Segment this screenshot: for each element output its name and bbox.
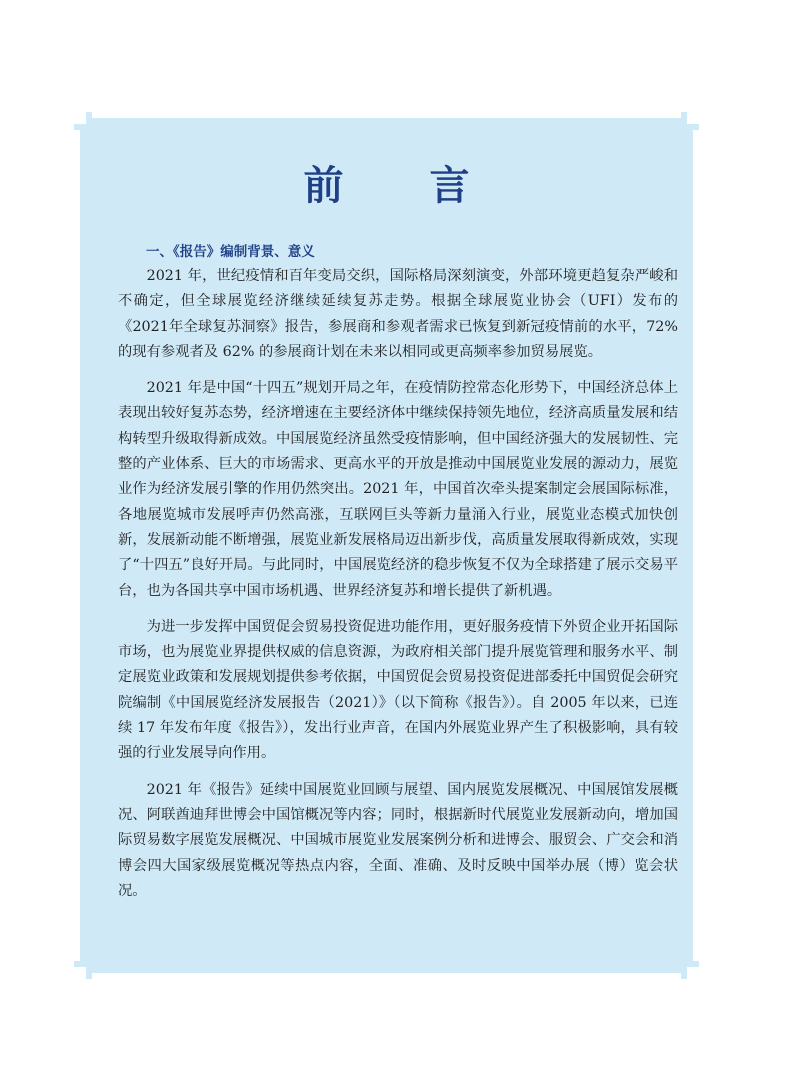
paragraph-4: 2021 年《报告》延续中国展览业回顾与展望、国内展览发展概况、中国展馆发展概况、阿联酋迪拜世博会中国馆概况等内容；同时，根据新时代展览业发展新动向，增加国际贸易数字展览发展概况、中国城市展览业发展案例分析和进博会、服贸会、广交会和消博会四大国家级展览概况等热点内容，全面、准确、及时反映中国举办展（博）览会状况。 [118, 781, 678, 899]
corner-side-tr [693, 124, 699, 130]
corner-outer-tr [681, 112, 687, 118]
paragraph-2: 2021 年是中国“十四五”规划开局之年，在疫情防控常态化形势下，中国经济总体上表现出较好复苏态势，经济增速在主要经济体中继续保持领先地位，经济高质量发展和结构转型升级取得新成效。中国展览经济虽然受疫情影响，但中国经济强大的发展韧性、完整的产业体系、巨大的市场需求、更高水平的开放是推动中国展览业发展的源动力，展览业作为经济发展引擎的作用仍然突出。2021 年，中国首次牵头提案制定会展国际标准，各地展览城市发展呼声仍然高涨，互联网巨头等新力量涌入行业，展览业态模式加快创新，发展新动能不断增强，展览业新发展格局迈出新步伐，高质量发展取得新成效，实现了“十四五”良好开局。与此同时，中国展览经济的稳步恢复不仅为全球搭建了展示交易平台，也为各国共享中国市场机遇、世界经济复苏和增长提供了新机遇。 [118, 380, 678, 599]
corner-side-br [693, 961, 699, 967]
corner-side-bl [74, 961, 80, 967]
corner-outer-tl [86, 112, 92, 118]
body-text [118, 264, 678, 915]
paragraph-1: 2021 年，世纪疫情和百年变局交织，国际格局深刻演变，外部环境更趋复杂严峻和不确定，但全球展览经济继续延续复苏走势。根据全球展览业协会（UFI）发布的《2021年全球复苏洞察》报告，参展商和参观者需求已恢复到新冠疫情前的水平，72% 的现有参观者及 62% 的参展商计划在未来以相同或更高频率参加贸易展览。 [118, 268, 678, 360]
corner-dot-tr [681, 124, 687, 130]
corner-side-tl [74, 124, 80, 130]
corner-outer-br [681, 973, 687, 979]
corner-outer-bl [86, 973, 92, 979]
page-title: 前 言 [303, 163, 506, 209]
corner-decoration-br [687, 967, 693, 973]
corner-dot-tl [86, 124, 92, 130]
corner-dot-br [681, 961, 687, 967]
paragraph-3: 为进一步发挥中国贸促会贸易投资促进功能作用，更好服务疫情下外贸企业开拓国际市场，也为展览业界提供权威的信息资源，为政府相关部门提升展览管理和服务水平、制定展览业政策和发展规划提供参考依据，中国贸促会贸易投资促进部委托中国贸促会研究院编制《中国展览经济发展报告（2021）》（以下简称《报告》）。自 2005 年以来，已连续 17 年发布年度《报告》），发出行业声音，在国内外展览业界产生了积极影响，具有较强的行业发展导向作用。 [118, 618, 678, 762]
content-panel [80, 118, 693, 973]
corner-dot-bl [86, 961, 92, 967]
section-heading: 一、《报告》编制背景、意义 [146, 244, 315, 260]
